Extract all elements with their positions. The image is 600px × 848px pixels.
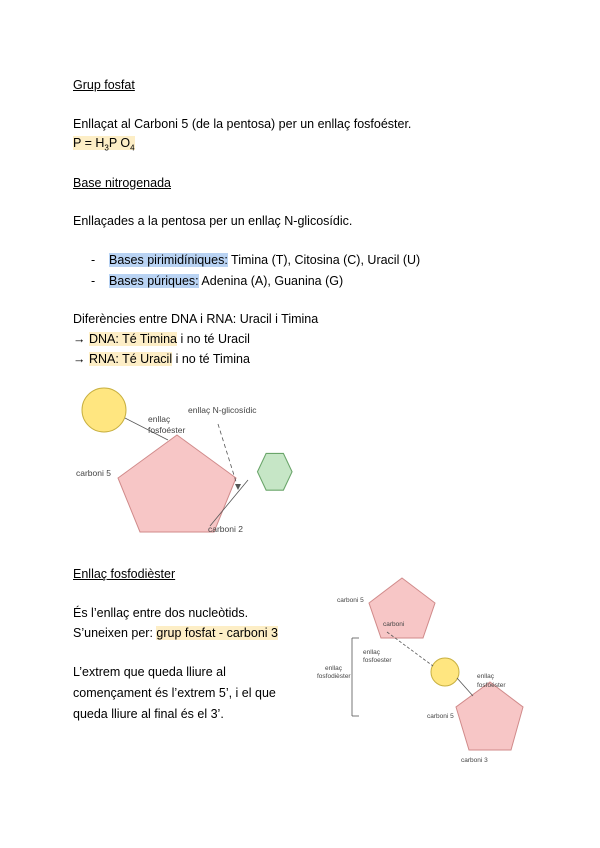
rna-difference: → RNA: Té Uracil i no té Timina [73, 352, 250, 366]
phosphate-group-circle [82, 388, 126, 432]
label-enllac-fosfodiester-b: fosfodièster [317, 673, 351, 680]
list-item: - Bases púriques: Adenina (A), Guanina (G) [91, 274, 344, 288]
label-carboni3: carboni 3 [461, 757, 488, 764]
dna-rna-differences-title: Diferències entre DNA i RNA: Uracil i Timina [73, 312, 319, 326]
phosphodiester-diagram [315, 570, 545, 770]
paragraph-line: L’extrem que queda lliure al [73, 665, 226, 679]
label-carboni-inner: carboni [383, 621, 405, 628]
pentose-pentagon [118, 435, 236, 532]
section-heading-enllac-fosfodiester: Enllaç fosfodièster [73, 567, 176, 581]
pentose-pentagon-bottom [456, 682, 523, 750]
phosphate-formula: $P = H_3P$ $O_4$ [73, 136, 135, 153]
section-heading-grup-fosfat: Grup fosfat [73, 78, 135, 92]
label-enllac-fosfoester-b: fosfoester [363, 657, 392, 664]
base-hexagon [257, 453, 292, 490]
paragraph-line: queda lliure al final és el 3’. [73, 707, 224, 721]
label-carboni5: carboni 5 [76, 468, 111, 478]
label-enllac-right-a: enllaç [477, 673, 494, 680]
label-carboni5-bottom: carboni 5 [427, 713, 454, 720]
label-enllac-fosfoester-a: enllaç [363, 649, 380, 656]
label-glicosidic: enllaç N-glicosídic [188, 405, 257, 415]
label-enllac-right-b: fosfoéster [477, 682, 506, 689]
label-enllac-fosfodiester-a: enllaç [325, 665, 342, 672]
grup-fosfat-description: Enllaçat al Carboni 5 (de la pentosa) per un enllaç fosfoéster. [73, 117, 412, 131]
base-nitrogenada-description: Enllaçades a la pentosa per un enllaç N-glicosídic. [73, 214, 353, 228]
label-carboni2: carboni 2 [208, 524, 243, 534]
label-carboni5-top: carboni 5 [337, 597, 364, 604]
phosphate-group-circle [431, 658, 459, 686]
list-item: - Bases pirimidíniques: Timina (T), Citosina (C), Uracil (U) [91, 253, 421, 267]
label-enllac: enllaç [148, 414, 171, 424]
fosfodiester-union: S’uneixen per: grup fosfat - carboni 3 [73, 626, 278, 640]
label-fosfoester: fosfoéster [148, 425, 186, 435]
paragraph-line: començament és l’extrem 5’, i el que [73, 686, 276, 700]
pentose-pentagon-top [369, 578, 435, 638]
bond-line [457, 678, 473, 696]
section-heading-base-nitrogenada: Base nitrogenada [73, 176, 171, 190]
dna-difference: → DNA: Té Timina i no té Uracil [73, 332, 250, 346]
fosfodiester-description: És l’enllaç entre dos nucleòtids. [73, 606, 249, 620]
nucleotide-diagram [70, 380, 330, 540]
